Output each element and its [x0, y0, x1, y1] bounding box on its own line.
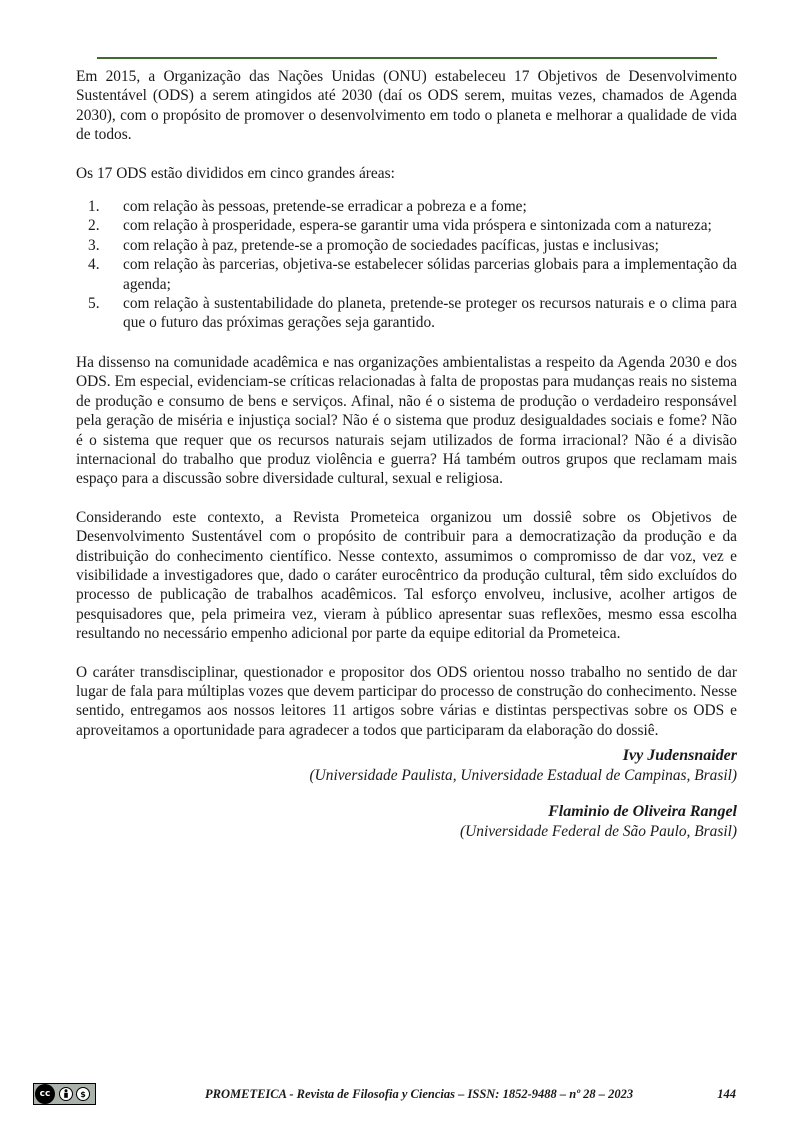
cc-license-badge[interactable]	[33, 1083, 96, 1105]
author-affiliation: (Universidade Paulista, Universidade Estadual de Campinas, Brasil)	[309, 767, 737, 785]
list-item	[76, 216, 737, 235]
cc-icon: cc	[35, 1084, 55, 1104]
list-item-number: 2.	[88, 217, 100, 235]
list-item-number: 1.	[88, 198, 100, 216]
author-affiliation: (Universidade Federal de São Paulo, Brasil)	[460, 823, 737, 841]
attribution-icon	[59, 1087, 73, 1101]
paragraph-context: Considerando este contexto, a Revista Prometeica organizou um dossiê sobre os Objetivos de Desenvolvimento Sustentável com o propósito de contribuir para a democratização da produção e da distribuição do conhecimento científico. Nesse contexto, assumimos o compromisso de dar voz, vez e visibilidade a investigadores que, dado o caráter eurocêntrico da produção cultural, têm sido excluídos do processo de publicação de trabalhos acadêmicos. Tal esforço envolveu, inclusive, acolher artigos de pesquisadores que, pela primeira vez, vieram à público apresentar suas reflexões, mesmo essa escolha resultando no necessário empenho adicional por parte da equipe editorial da Prometeica.	[76, 508, 737, 643]
author-signature	[76, 746, 737, 786]
list-item-text: com relação à paz, pretende-se a promoção de sociedades pacíficas, justas e inclusivas;	[123, 236, 659, 254]
person-icon	[62, 1089, 70, 1099]
author-signature	[76, 802, 737, 842]
page-number: 144	[717, 1087, 736, 1101]
ods-areas-list	[76, 197, 737, 333]
list-item-number: 4.	[88, 256, 100, 274]
list-item-number: 3.	[88, 236, 100, 254]
paragraph-intro: Em 2015, a Organização das Nações Unidas (ONU) estabeleceu 17 Objetivos de Desenvolvimento Sustentável (ODS) a serem atingidos até 2030 (daí os ODS serem, muitas vezes, chamados de Agenda 2030), com o propósito de promover o desenvolvimento em todo o planeta e melhorar a qualidade de vida de todos.	[76, 68, 737, 144]
author-name: Flaminio de Oliveira Rangel	[548, 803, 737, 821]
page-footer	[0, 1083, 793, 1107]
list-item-text: com relação às parcerias, objetiva-se estabelecer sólidas parcerias globais para a implementação da agenda;	[123, 256, 737, 293]
list-item	[76, 197, 737, 216]
paragraph-lead: Os 17 ODS estão divididos em cinco grandes áreas:	[76, 164, 395, 182]
noncommercial-icon: $	[76, 1087, 90, 1101]
license-icons	[59, 1087, 90, 1101]
list-item	[76, 255, 737, 294]
paragraph-closing: O caráter transdisciplinar, questionador e propositor dos ODS orientou nosso trabalho no sentido de dar lugar de fala para múltiplas vozes que devem participar do processo de construção do conhecimento. Nesse sentido, entregamos aos nossos leitores 11 artigos sobre várias e distintas perspectivas sobre os ODS e aproveitamos a oportunidade para agradecer a todos que participaram da elaboração do dossiê.	[76, 663, 737, 739]
list-item-text: com relação às pessoas, pretende-se erradicar a pobreza e a fome;	[123, 198, 527, 216]
list-item-number: 5.	[88, 295, 100, 313]
list-item	[76, 236, 737, 255]
author-name: Ivy Judensnaider	[622, 747, 737, 765]
list-item	[76, 294, 737, 333]
header-rule	[97, 57, 717, 59]
list-item-text: com relação à prosperidade, espera-se garantir uma vida próspera e sintonizada com a natureza;	[123, 217, 712, 235]
list-item-text: com relação à sustentabilidade do planeta, pretende-se proteger os recursos naturais e o clima para que o futuro das próximas gerações seja garantido.	[123, 295, 737, 332]
article-body	[76, 67, 737, 842]
journal-citation: PROMETEICA - Revista de Filosofia y Ciencias – ISSN: 1852-9488 – nº 28 – 2023	[205, 1087, 634, 1101]
paragraph-dissent: Ha dissenso na comunidade acadêmica e nas organizações ambientalistas a respeito da Agenda 2030 e dos ODS. Em especial, evidenciam-se críticas relacionadas à falta de propostas para mudanças reais no sistema de produção e consumo de bens e serviços. Afinal, não é o sistema de produção o verdadeiro responsável pela geração de miséria e injustiça social? Não é o sistema que produz desigualdades sociais e fome? Não é o sistema que requer que os recursos naturais sejam utilizados de forma irracional? Não é a divisão internacional do trabalho que produz violência e guerra? Há também outros grupos que reclamam mais espaço para a discussão sobre diversidade cultural, sexual e religiosa.	[76, 353, 737, 488]
